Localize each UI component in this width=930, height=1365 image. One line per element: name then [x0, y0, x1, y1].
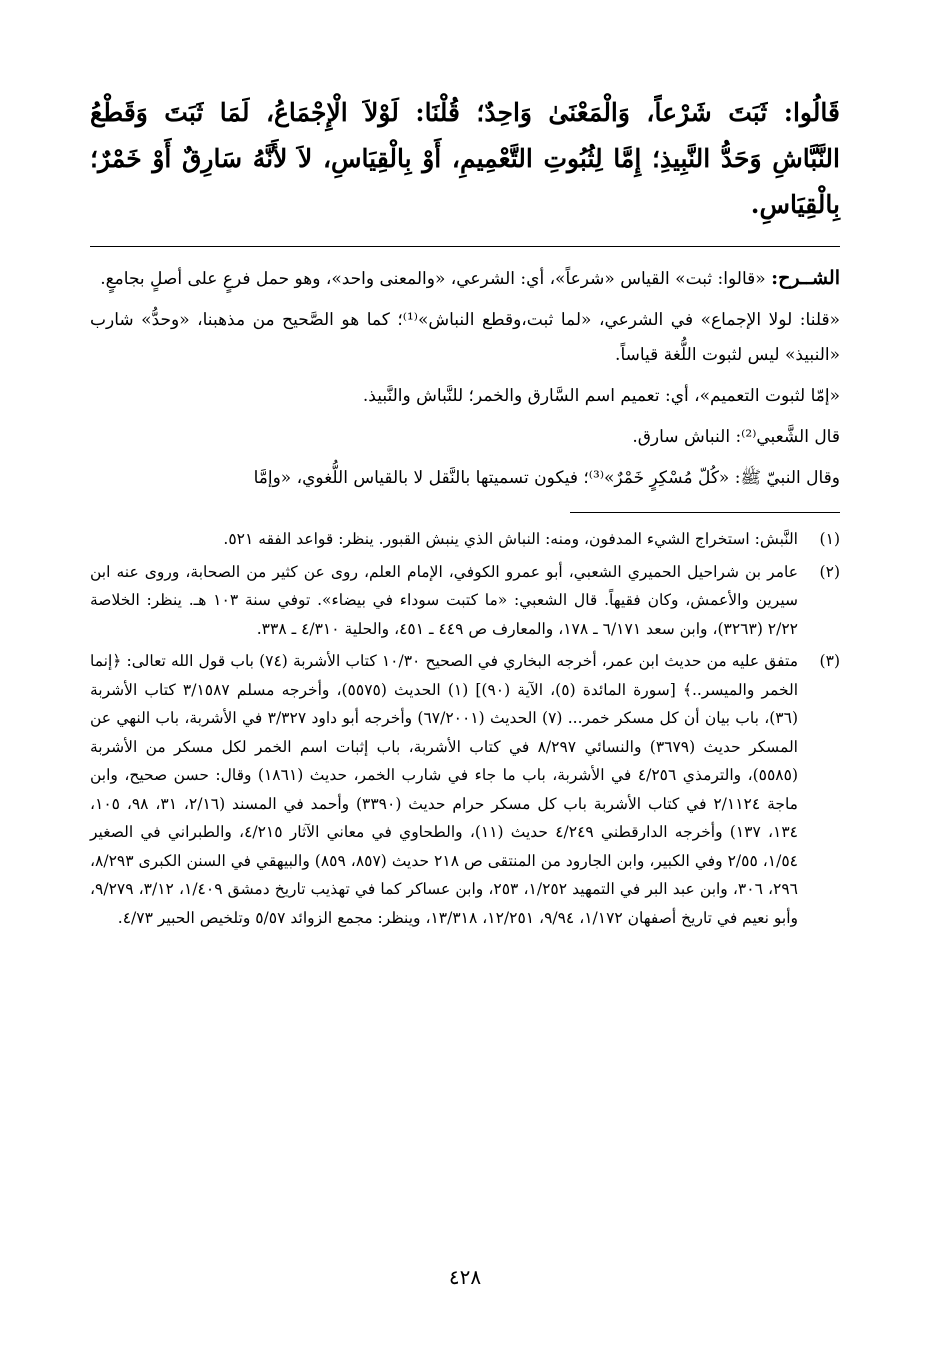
section-divider	[90, 246, 840, 247]
sharh-text-1: «قالوا: ثبت» القياس «شرعاً»، أي: الشرعي، «والمعنى واحد»، وهو حمل فرعٍ على أصلٍ بجامعٍ.	[100, 269, 766, 289]
page-number: ٤٢٨	[448, 1265, 482, 1289]
footnote-number: (٢)	[819, 562, 840, 581]
matn-line-1: قَالُوا: ثَبَتَ شَرْعاً، وَالْمَعْنَىٰ وَاحِدٌ؛ قُلْنَا: لَوْلاَ الْإِجْمَاعُ، لَمَا ثَبَتَ وَقَطْعُ	[90, 98, 840, 127]
sharh-label: الشــرح:	[771, 267, 840, 289]
page-body	[90, 90, 840, 936]
sharh-paragraph-3: «إمّا لثبوت التعميم»، أي: تعميم اسم السَّارق والخمر؛ للنَّباش والنَّبيذ.	[362, 386, 840, 406]
footnote-rule-wrap	[90, 502, 840, 525]
sharh-paragraph-5: وقال النبيّ ﷺ: «كُلّ مُسْكِرٍ خَمْرٌ»⁽³⁾؛ فيكون تسميتها بالنَّقل لا بالقياس اللُّغوي، «وإمَّا	[253, 468, 840, 488]
footnote-2	[90, 558, 840, 644]
sharh-paragraph-4: قال الشَّعبي⁽²⁾: النباش سارق.	[632, 427, 840, 447]
footnote-1	[90, 525, 840, 554]
matn-line-2: النَّبَّاشِ وَحَدُّ النَّبِيذِ؛ إِمَّا لِثُبُوتِ التَّعْمِيمِ، أَوْ بِالْقِيَاسِ، لاَ لأَنَّهُ سَارِقٌ أَوْ خَمْرٌ؛	[90, 144, 840, 173]
sharh-paragraph-1	[90, 261, 840, 297]
sharh-commentary	[90, 261, 840, 496]
footnote-3	[90, 647, 840, 932]
footnotes	[90, 525, 840, 932]
matn-line-3: بِالْقِيَاسِ.	[750, 190, 840, 219]
footnote-text: متفق عليه من حديث ابن عمر، أخرجه البخاري في الصحيح ١٠/٣٠ كتاب الأشربة (٧٤) باب قول الله تعالى: ﴿إنما الخمر والميسر..﴾ [سورة المائدة (٥)، الآية (٩٠)] (١) الحديث (٥٥٧٥)، وأخرجه مسلم ٣/١٥٨٧ كتاب الأشربة (٣٦)، باب بيان أن كل مسكر خمر... (٧) الحديث (٦٧/٢٠٠١) وأخرجه أبو داود ٣/٣٢٧ في الأشربة، باب النهي عن المسكر حديث (٣٦٧٩) والنسائي ٨/٢٩٧ في كتاب الأشربة، باب إثبات اسم الخمر لكل مسكر من الأشربة (٥٥٨٥)، والترمذي ٤/٢٥٦ في الأشربة، باب ما جاء في شارب الخمر، حديث (١٨٦١) وقال: حسن صحيح، وابن ماجة ٢/١١٢٤ في كتاب الأشربة باب كل مسكر حرام حديث (٣٣٩٠) وأحمد في المسند (٢/١٦، ٣١، ٩٨، ١٠٥، ١٣٤، ١٣٧) وأخرجه الدارقطني ٤/٢٤٩ حديث (١١)، والطحاوي في معاني الآثار ٤/٢١٥، والطبراني في الصغير ١/٥٤، ٢/٥٥ وفي الكبير، وابن الجارود من المنتقى ص ٢١٨ حديث (٨٥٧، ٨٥٩) والبيهقي في السنن الكبرى ٨/٢٩٣، ٢٩٦، ٣٠٦، وابن عبد البر في التمهيد ١/٢٥٢، ٢٥٣، وابن عساكر كما في تهذيب تاريخ دمشق ١/٤٠٩، ٣/١٢، ٩/٢٧٩، وأبو نعيم في تاريخ أصفهان ١/١٧٢، ٩/٩٤، ١٢/٢٥١، ١٣/٣١٨، وينظر: مجمع الزوائد ٥/٥٧ وتلخيص الحبير ٤/٧٣.	[90, 652, 799, 927]
footnote-number: (١)	[819, 530, 840, 548]
matn-text	[90, 90, 840, 228]
footnote-text: عامر بن شراحيل الحميري الشعبي، أبو عمرو الكوفي، الإمام العلم، روى عن كثير من الصحابة، وروى عنه ابن سيرين والأعمش، وكان فقيهاً. قال الشعبي: «ما كتبت سوداء في بيضاء». توفي سنة ١٠٣ هـ. ينظر: الخلاصة ٢/٢٢ (٣٢٦٣)، وابن سعد ٦/١٧١ ـ ١٧٨، والمعارف ص ٤٤٩ ـ ٤٥١، والحلية ٤/٣١٠ ـ ٣٣٨.	[90, 562, 798, 638]
sharh-paragraph-2: «قلنا: لولا الإجماع» في الشرعي، «لما ثبت،وقطع النباش»⁽¹⁾؛ كما هو الصَّحيح من مذهبنا، «وحدُّ» شارب «النبيذ» ليس لثبوت اللُّغة قياساً.	[90, 310, 840, 365]
footnote-number: (٣)	[819, 652, 840, 670]
footnote-divider	[570, 512, 840, 513]
footnote-text: النَّبش: استخراج الشيء المدفون، ومنه: النباش الذي ينبش القبور. ينظر: قواعد الفقه ٥٢١.	[223, 530, 798, 548]
